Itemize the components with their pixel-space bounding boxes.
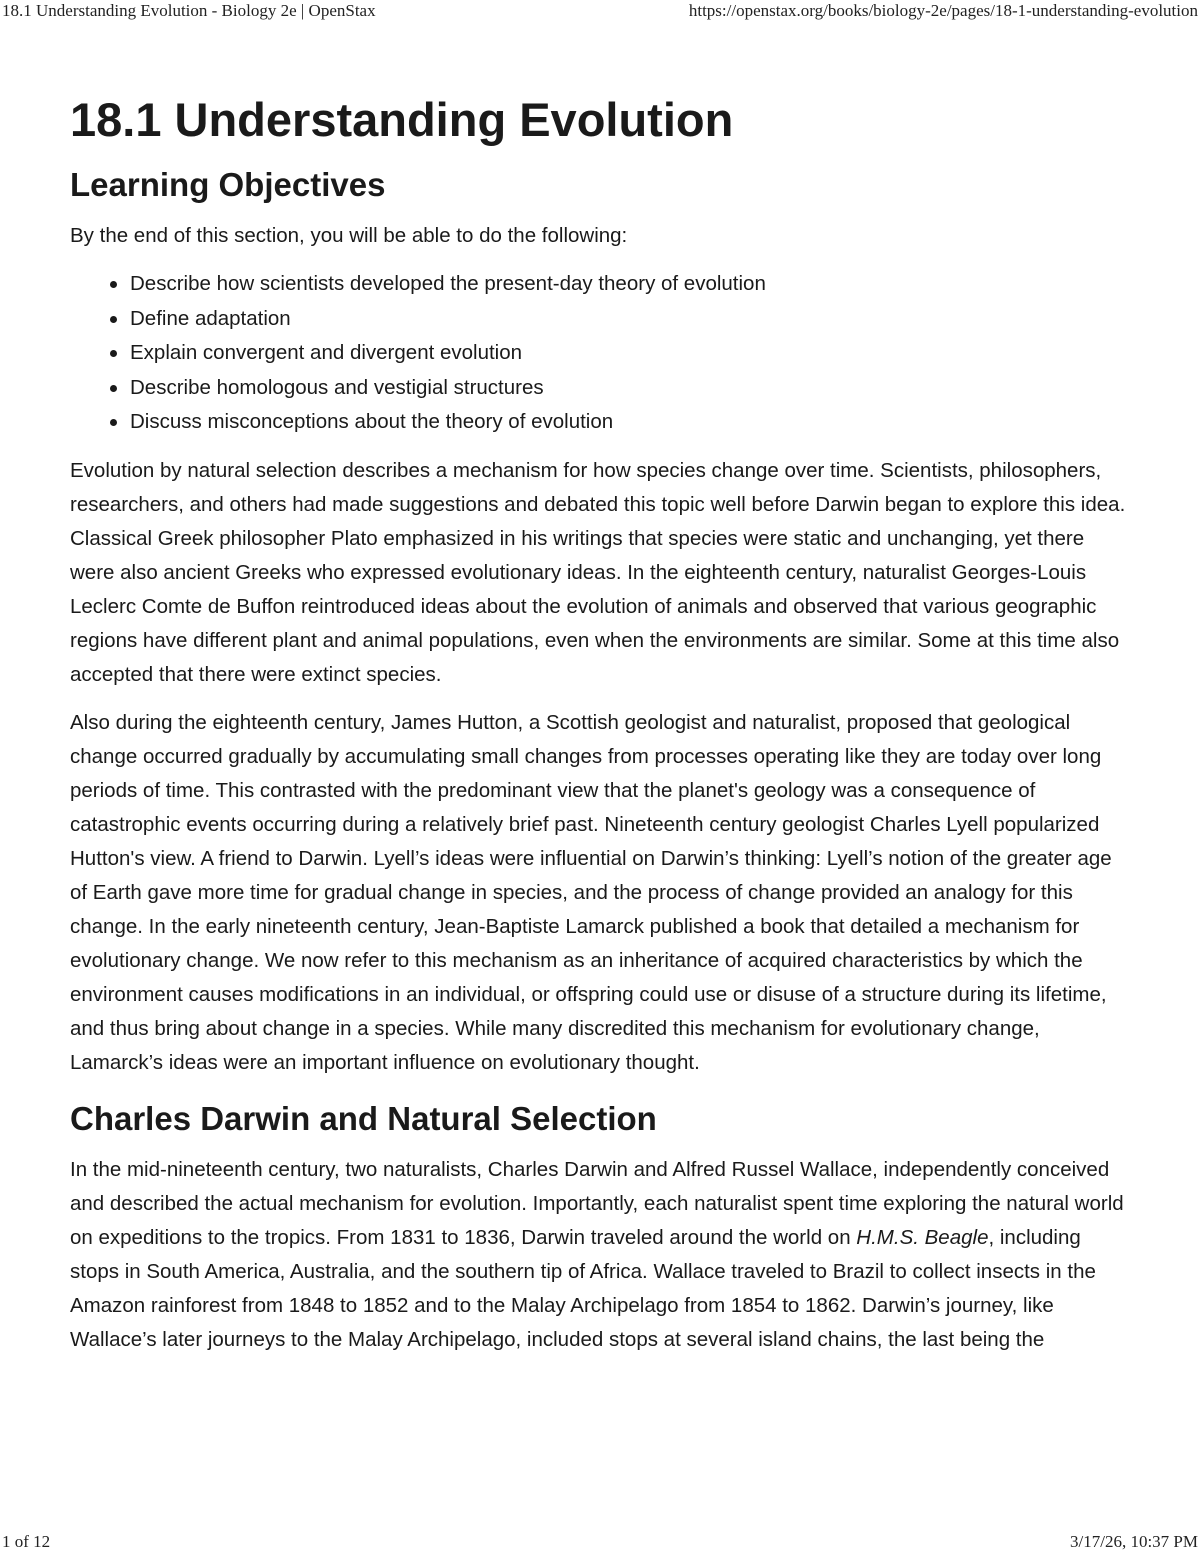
body-paragraph: Also during the eighteenth century, James Hutton, a Scottish geologist and naturalist, proposed that geological change occurred gradually by accumulating small changes from processes operating like they are today over long periods of time. This contrasted with the predominant view that the planet's geology was a consequence of catastrophic events occurring during a relatively brief past. Nineteenth century geologist Charles Lyell popularized Hutton's view. A friend to Darwin. Lyell’s ideas were influential on Darwin’s thinking: Lyell’s notion of the greater age of Earth gave more time for gradual change in species, and the process of change provided an analogy for this change. In the early nineteenth century, Jean-Baptiste Lamarck published a book that detailed a mechanism for evolutionary change. We now refer to this mechanism as an inheritance of acquired characteristics by which the environment causes modifications in an individual, or offspring could use or disuse of a structure during its lifetime, and thus bring about change in a species. While many discredited this mechanism for evolutionary change, Lamarck’s ideas were an important influence on evolutionary thought.	[70, 710, 1112, 1074]
ship-name: H.M.S. Beagle	[856, 1225, 989, 1249]
print-timestamp: 3/17/26, 10:37 PM	[1070, 1532, 1198, 1551]
body-paragraph	[70, 1153, 1132, 1357]
list-item: Describe how scientists developed the present-day theory of evolution	[108, 267, 1132, 302]
list-item: Define adaptation	[108, 302, 1132, 337]
page-title: 18.1 Understanding Evolution	[70, 93, 734, 146]
section-heading-darwin: Charles Darwin and Natural Selection	[70, 1099, 657, 1137]
body-paragraph: Evolution by natural selection describes a mechanism for how species change over time. Scientists, philosophers, researchers, and others had made suggestions and debated this topic well before Darwin began to explore this idea. Classical Greek philosopher Plato emphasized in his writings that species were static and unchanging, yet there were also ancient Greeks who expressed evolutionary ideas. In the eighteenth century, naturalist Georges-Louis Leclerc Comte de Buffon reintroduced ideas about the evolution of animals and observed that various geographic regions have different plant and animal populations, even when the environments are similar. Some at this time also accepted that there were extinct species.	[70, 458, 1126, 686]
print-header-title: 18.1 Understanding Evolution - Biology 2e | OpenStax	[2, 1, 376, 20]
article-content	[70, 90, 1132, 1371]
list-item: Describe homologous and vestigial structures	[108, 371, 1132, 406]
learning-objectives-heading: Learning Objectives	[70, 166, 386, 203]
learning-objectives-list	[70, 267, 1132, 440]
print-header	[0, 1, 1200, 23]
page-number: 1 of 12	[2, 1532, 51, 1551]
print-header-url[interactable]: https://openstax.org/books/biology-2e/pages/18-1-understanding-evolution	[688, 1, 1198, 20]
paragraph-text: In the mid-nineteenth century, two naturalists, Charles Darwin and Alfred Russel Wallace, independently conceived and described the actual mechanism for evolution. Importantly, each naturalist spent time exploring the natural world on expeditions to the tropics. From 1831 to 1836, Darwin traveled around the world on	[70, 1157, 1124, 1249]
paragraph-text: , including stops in South America, Australia, and the southern tip of Africa. Wallace traveled to Brazil to collect insects in the Amazon rainforest from 1848 to 1852 and to the Malay Archipelago from 1854 to 1862. Darwin’s journey, like Wallace’s later journeys to the Malay Archipelago, included stops at several island chains, the last being the	[70, 1225, 1096, 1351]
print-footer	[0, 1532, 1200, 1554]
list-item: Explain convergent and divergent evolution	[108, 336, 1132, 371]
list-item: Discuss misconceptions about the theory of evolution	[108, 405, 1132, 440]
learning-objectives-intro: By the end of this section, you will be able to do the following:	[70, 224, 628, 247]
